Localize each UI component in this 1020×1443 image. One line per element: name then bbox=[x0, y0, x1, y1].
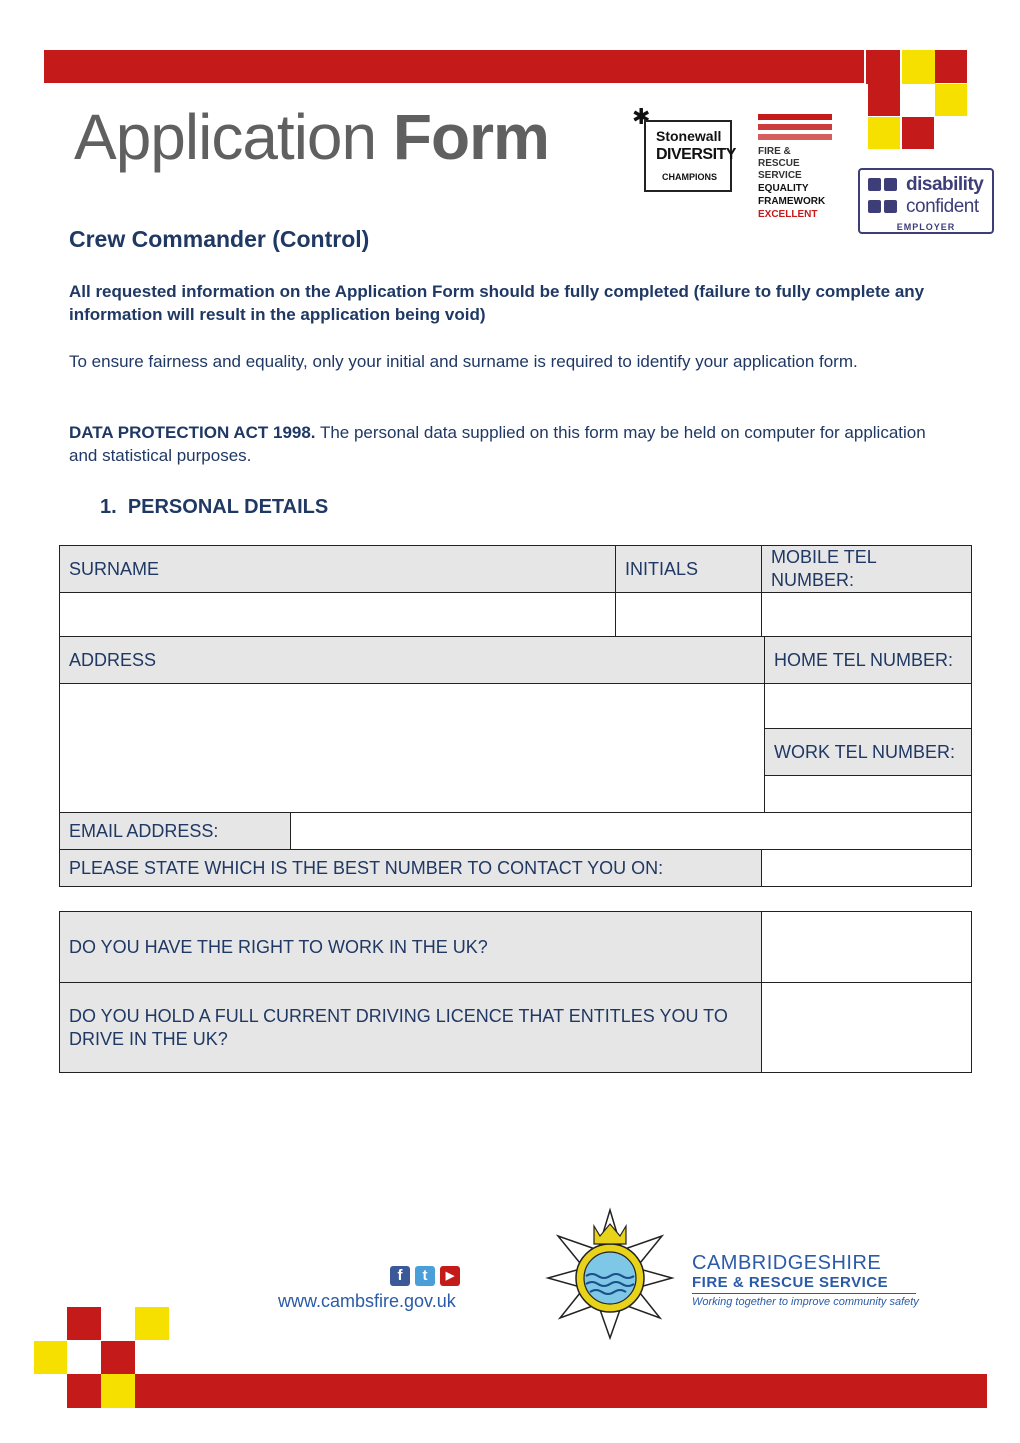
header-yellow-block bbox=[902, 50, 936, 84]
header-red-block bbox=[866, 50, 900, 84]
work-tel-label: WORK TEL NUMBER: bbox=[765, 729, 972, 776]
dc-text: confident bbox=[906, 196, 979, 217]
people-icon bbox=[868, 178, 881, 191]
youtube-icon[interactable]: ▶ bbox=[440, 1266, 460, 1286]
check-icon bbox=[884, 178, 897, 191]
footer-red-bar bbox=[135, 1374, 987, 1408]
best-number-label: PLEASE STATE WHICH IS THE BEST NUMBER TO CONTACT YOU ON: bbox=[60, 850, 762, 887]
fairness-note: To ensure fairness and equality, only your initial and surname is required to identify your application form. bbox=[69, 352, 858, 371]
frs-logo-text: FRAMEWORK bbox=[758, 196, 826, 207]
data-protection-note bbox=[69, 421, 939, 467]
section-heading bbox=[100, 496, 328, 519]
mobile-label: MOBILE TEL NUMBER: bbox=[762, 546, 972, 593]
footer-yellow-block bbox=[135, 1307, 169, 1340]
footer-red-block bbox=[101, 1341, 135, 1374]
org-name: CAMBRIDGESHIRE bbox=[692, 1252, 882, 1274]
title-bold: Form bbox=[392, 101, 549, 173]
personal-details-table bbox=[59, 545, 972, 887]
disability-confident-logo bbox=[858, 168, 994, 234]
puzzle-icon bbox=[884, 200, 897, 213]
email-field[interactable] bbox=[291, 813, 972, 850]
initials-label: INITIALS bbox=[616, 546, 762, 593]
driving-licence-answer[interactable] bbox=[762, 983, 972, 1073]
title-regular: Application bbox=[74, 101, 377, 173]
facebook-icon[interactable]: f bbox=[390, 1266, 410, 1286]
twitter-icon[interactable]: t bbox=[415, 1266, 435, 1286]
email-label: EMAIL ADDRESS: bbox=[60, 813, 291, 850]
star-icon: ✱ bbox=[632, 104, 651, 129]
work-tel-field[interactable] bbox=[765, 776, 972, 813]
footer-red-block bbox=[67, 1374, 101, 1408]
header-red-block bbox=[868, 84, 900, 116]
surname-label: SURNAME bbox=[60, 546, 616, 593]
lock-icon bbox=[868, 200, 881, 213]
dc-text: EMPLOYER bbox=[896, 222, 956, 232]
section-number: 1. bbox=[100, 496, 117, 518]
footer-red-block bbox=[67, 1307, 101, 1340]
initials-field[interactable] bbox=[616, 593, 762, 637]
stonewall-text: CHAMPIONS bbox=[662, 172, 718, 182]
address-field[interactable] bbox=[60, 684, 765, 813]
header-yellow-block bbox=[868, 117, 900, 149]
header-yellow-block bbox=[935, 84, 967, 116]
frs-logo-text: EQUALITY bbox=[758, 183, 809, 194]
website-link[interactable]: www.cambsfire.gov.uk bbox=[278, 1291, 456, 1311]
footer-yellow-block bbox=[34, 1341, 67, 1374]
fire-service-crest-icon bbox=[544, 1206, 676, 1340]
stonewall-text: DIVERSITY bbox=[656, 146, 736, 163]
header-red-block bbox=[902, 117, 934, 149]
stonewall-text: Stonewall bbox=[656, 128, 722, 144]
data-protection-label: DATA PROTECTION ACT 1998. bbox=[69, 423, 316, 442]
frs-logo-text: SERVICE bbox=[758, 170, 802, 181]
org-name-line2: FIRE & RESCUE SERVICE bbox=[692, 1274, 889, 1291]
home-tel-field[interactable] bbox=[765, 684, 972, 729]
frs-logo-text: FIRE & bbox=[758, 146, 791, 157]
home-tel-label: HOME TEL NUMBER: bbox=[765, 637, 972, 684]
right-to-work-question: DO YOU HAVE THE RIGHT TO WORK IN THE UK? bbox=[60, 912, 762, 983]
driving-licence-question: DO YOU HOLD A FULL CURRENT DRIVING LICENCE THAT ENTITLES YOU TO DRIVE IN THE UK? bbox=[60, 983, 762, 1073]
dc-text: disability bbox=[906, 174, 984, 195]
right-to-work-answer[interactable] bbox=[762, 912, 972, 983]
frs-logo-text: RESCUE bbox=[758, 158, 800, 169]
divider bbox=[692, 1293, 916, 1294]
address-label: ADDRESS bbox=[60, 637, 765, 684]
completion-warning: All requested information on the Application Form should be fully completed (failure to fully complete any information will result in the application being void) bbox=[69, 282, 925, 324]
eligibility-table bbox=[59, 911, 972, 1073]
section-title: PERSONAL DETAILS bbox=[127, 496, 329, 518]
footer-yellow-block bbox=[101, 1374, 135, 1408]
header-red-bar bbox=[44, 50, 864, 83]
stonewall-logo bbox=[632, 104, 736, 192]
header-red-block bbox=[935, 50, 967, 83]
frs-logo-text: EXCELLENT bbox=[758, 209, 818, 220]
surname-field[interactable] bbox=[60, 593, 616, 637]
page-title bbox=[74, 100, 549, 174]
job-title: Crew Commander (Control) bbox=[69, 226, 370, 252]
best-number-field[interactable] bbox=[762, 850, 972, 887]
mobile-field[interactable] bbox=[762, 593, 972, 637]
org-tagline: Working together to improve community safety bbox=[692, 1296, 919, 1308]
frs-equality-logo bbox=[756, 112, 836, 224]
data-protection-text: The personal data supplied on this form may be held on computer for application and statistical purposes. bbox=[69, 423, 926, 465]
